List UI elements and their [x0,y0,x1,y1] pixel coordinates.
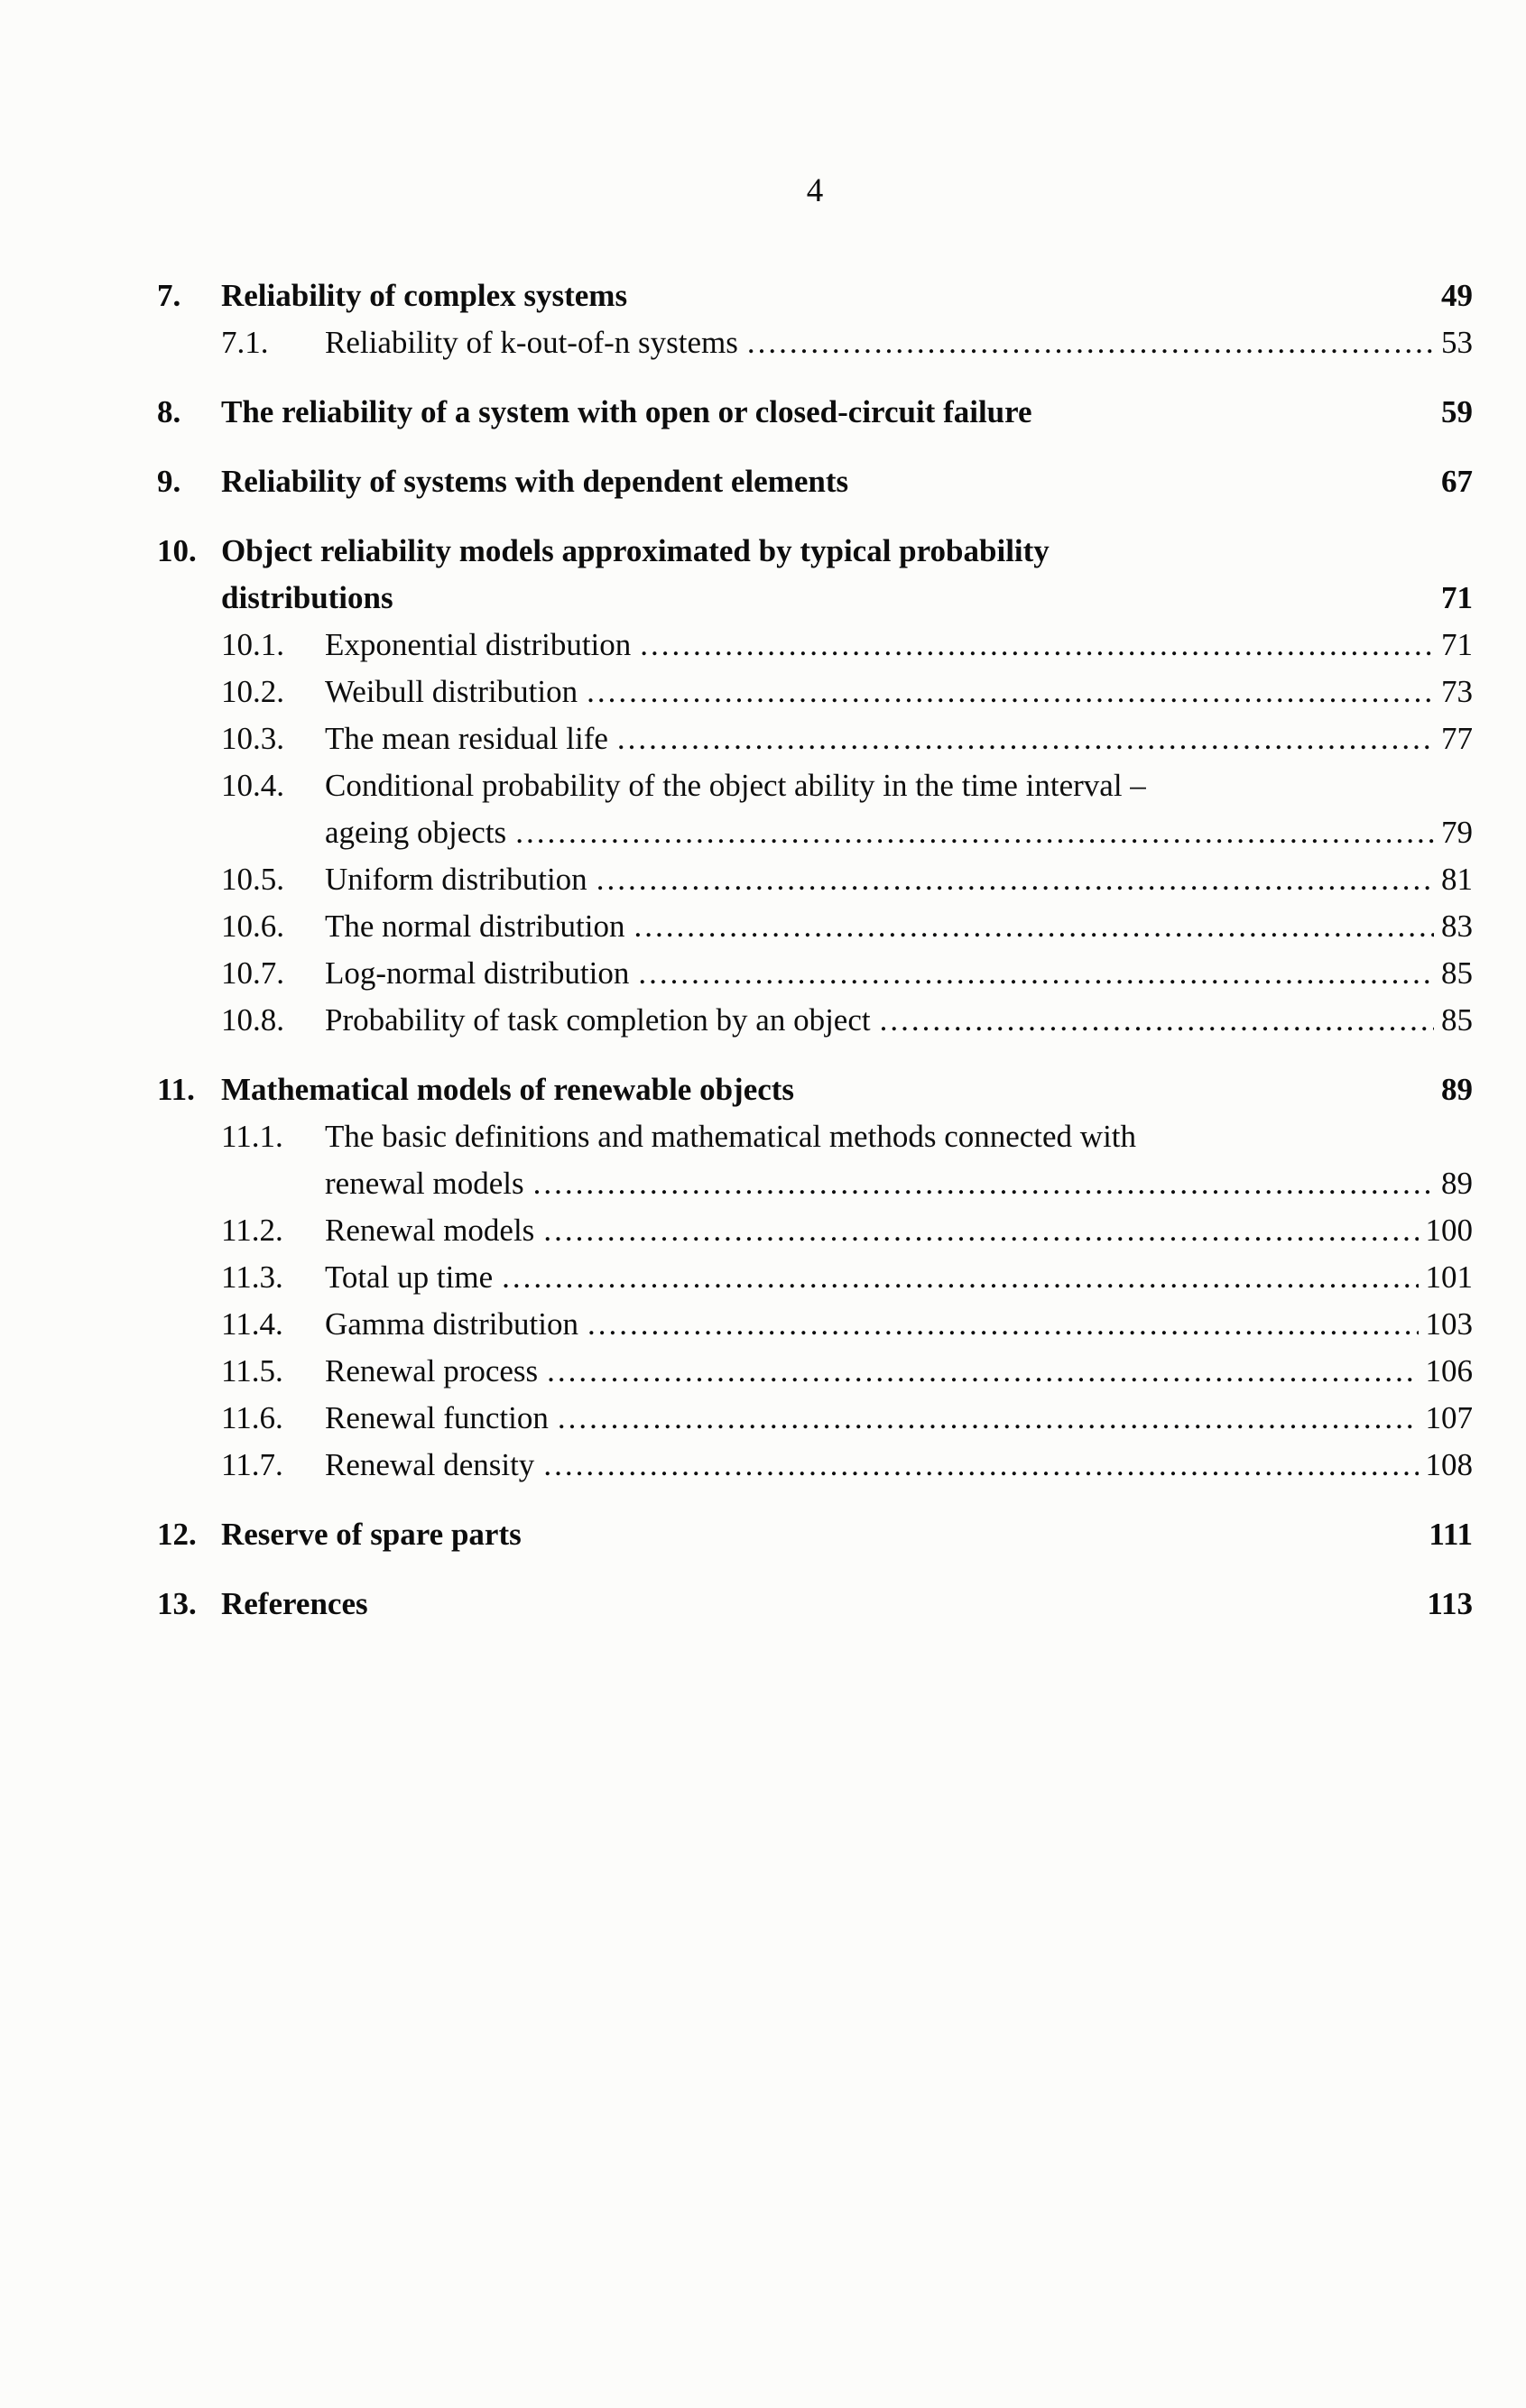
entry-body [325,1207,1473,1254]
toc-chapter-entry [157,272,1473,319]
entry-line [325,1113,1473,1160]
toc-section-entry [157,762,1473,856]
entry-number: 10. [157,533,197,568]
entry-line [221,458,1473,505]
page-content [157,171,1473,1628]
entry-line [325,1442,1473,1489]
entry-line [325,669,1473,715]
entry-number: 11.3. [221,1259,283,1295]
entry-body [221,1511,1473,1558]
toc-section-entry [157,669,1473,715]
entry-number: 11.5. [221,1353,283,1389]
entry-number: 10.5. [221,862,284,897]
entry-page-number: 79 [1441,815,1473,850]
entry-page-number: 89 [1441,1166,1473,1201]
toc-section-entry [157,1207,1473,1254]
entry-line [221,1581,1473,1628]
toc-chapter-entry [157,458,1473,505]
entry-line [325,1254,1473,1301]
dot-leader [547,1348,1418,1395]
entry-number: 10.6. [221,909,284,944]
entry-body [325,856,1473,903]
entry-line [325,950,1473,997]
entry-line [325,762,1473,809]
entry-title: Renewal models [325,1213,535,1248]
toc-section-entry [157,856,1473,903]
entry-page-number: 106 [1425,1353,1473,1389]
entry-number: 10.3. [221,721,284,756]
entry-title: Weibull distribution [325,674,578,709]
entry-line [325,1207,1473,1254]
entry-title: ageing objects [325,815,507,850]
entry-line [221,1511,1473,1558]
dot-leader [640,622,1434,669]
entry-title: Renewal process [325,1353,539,1389]
entry-number: 7.1. [221,325,269,360]
entry-body [221,1581,1473,1628]
entry-line [325,1301,1473,1348]
entry-line [221,528,1473,575]
entry-page-number: 83 [1441,909,1473,944]
toc-chapter-entry [157,1511,1473,1558]
entry-body [221,458,1473,505]
entry-title: renewal models [325,1166,524,1201]
toc-section-entry [157,622,1473,669]
entry-number: 11. [157,1072,195,1107]
toc-section-entry [157,319,1473,366]
entry-body [325,1254,1473,1301]
entry-number: 9. [157,464,181,499]
entry-body [221,389,1473,436]
entry-number: 10.7. [221,955,284,991]
entry-body [325,319,1473,366]
entry-line [325,319,1473,366]
entry-title: Reliability of systems with dependent elements [221,464,849,499]
toc-list [157,272,1473,1628]
toc-section-entry [157,1442,1473,1489]
entry-number: 13. [157,1586,197,1621]
entry-line [221,1066,1473,1113]
dot-leader [515,809,1434,856]
entry-title: Object reliability models approximated by typical probability [221,533,1050,568]
toc-section-entry [157,715,1473,762]
page-number: 4 [806,172,824,209]
entry-title: The basic definitions and mathematical methods connected with [325,1119,1137,1154]
toc-chapter-entry [157,1066,1473,1113]
entry-body [325,622,1473,669]
entry-body [325,997,1473,1044]
entry-line [325,997,1473,1044]
entry-line [325,715,1473,762]
entry-line [325,1348,1473,1395]
entry-number: 11.6. [221,1400,283,1435]
toc-chapter-entry [157,1581,1473,1628]
entry-body [325,1442,1473,1489]
entry-title: Renewal function [325,1400,549,1435]
entry-page-number: 111 [1429,1517,1473,1552]
dot-leader [533,1160,1434,1207]
entry-page-number: 67 [1441,464,1473,499]
entry-title: References [221,1586,368,1621]
dot-leader [587,669,1434,715]
dot-leader [880,997,1434,1044]
entry-page-number: 59 [1441,394,1473,429]
entry-title: The normal distribution [325,909,625,944]
toc-section-entry [157,1395,1473,1442]
entry-title: Total up time [325,1259,494,1295]
entry-body [221,528,1473,622]
entry-body [325,1113,1473,1207]
entry-number: 10.4. [221,768,284,803]
entry-page-number: 113 [1427,1586,1473,1621]
toc-section-entry [157,1301,1473,1348]
entry-page-number: 71 [1441,580,1473,615]
toc-section-entry [157,1113,1473,1207]
entry-body [325,715,1473,762]
entry-page-number: 71 [1441,627,1473,662]
entry-title: Renewal density [325,1447,535,1482]
entry-title: Mathematical models of renewable objects [221,1072,795,1107]
entry-body [221,272,1473,319]
dot-leader [747,319,1434,366]
toc-section-entry [157,997,1473,1044]
entry-page-number: 89 [1441,1072,1473,1107]
entry-title: Log-normal distribution [325,955,630,991]
entry-body [325,1348,1473,1395]
dot-leader [558,1395,1419,1442]
entry-page-number: 81 [1441,862,1473,897]
entry-line [221,575,1473,622]
entry-title: Uniform distribution [325,862,587,897]
entry-number: 11.7. [221,1447,283,1482]
entry-body [325,669,1473,715]
entry-number: 11.2. [221,1213,283,1248]
dot-leader [543,1207,1418,1254]
entry-title: Reliability of k-out-of-n systems [325,325,738,360]
entry-title: The reliability of a system with open or closed-circuit failure [221,394,1032,429]
entry-line [325,856,1473,903]
entry-number: 8. [157,394,181,429]
entry-body [325,1395,1473,1442]
entry-line [325,903,1473,950]
entry-page-number: 73 [1441,674,1473,709]
entry-number: 10.2. [221,674,284,709]
entry-body [325,950,1473,997]
entry-number: 12. [157,1517,197,1552]
entry-number: 11.1. [221,1119,283,1154]
entry-page-number: 53 [1441,325,1473,360]
entry-number: 11.4. [221,1306,283,1342]
entry-body [221,1066,1473,1113]
entry-page-number: 49 [1441,278,1473,313]
entry-page-number: 100 [1425,1213,1473,1248]
entry-line [325,1160,1473,1207]
entry-body [325,762,1473,856]
dot-leader [638,950,1434,997]
toc-section-entry [157,1254,1473,1301]
entry-page-number: 101 [1425,1259,1473,1295]
entry-page-number: 108 [1425,1447,1473,1482]
dot-leader [617,715,1434,762]
dot-leader [634,903,1434,950]
entry-number: 7. [157,278,181,313]
entry-title: Probability of task completion by an object [325,1002,871,1038]
dot-leader [543,1442,1418,1489]
dot-leader [502,1254,1418,1301]
entry-page-number: 103 [1425,1306,1473,1342]
entry-title: Reserve of spare parts [221,1517,522,1552]
dot-leader [597,856,1434,903]
entry-number: 10.1. [221,627,284,662]
entry-title: The mean residual life [325,721,608,756]
entry-title: Reliability of complex systems [221,278,628,313]
entry-line [221,389,1473,436]
entry-page-number: 85 [1441,1002,1473,1038]
toc-section-entry [157,950,1473,997]
entry-title: Conditional probability of the object ability in the time interval – [325,768,1146,803]
entry-line [325,1395,1473,1442]
entry-body [325,1301,1473,1348]
toc-chapter-entry [157,528,1473,622]
entry-title: Exponential distribution [325,627,632,662]
toc-section-entry [157,903,1473,950]
entry-body [325,903,1473,950]
entry-line [221,272,1473,319]
toc-section-entry [157,1348,1473,1395]
entry-title: Gamma distribution [325,1306,578,1342]
entry-page-number: 107 [1425,1400,1473,1435]
entry-page-number: 77 [1441,721,1473,756]
dot-leader [587,1301,1419,1348]
entry-title: distributions [221,580,393,615]
toc-chapter-entry [157,389,1473,436]
entry-line [325,622,1473,669]
entry-number: 10.8. [221,1002,284,1038]
entry-page-number: 85 [1441,955,1473,991]
entry-line [325,809,1473,856]
